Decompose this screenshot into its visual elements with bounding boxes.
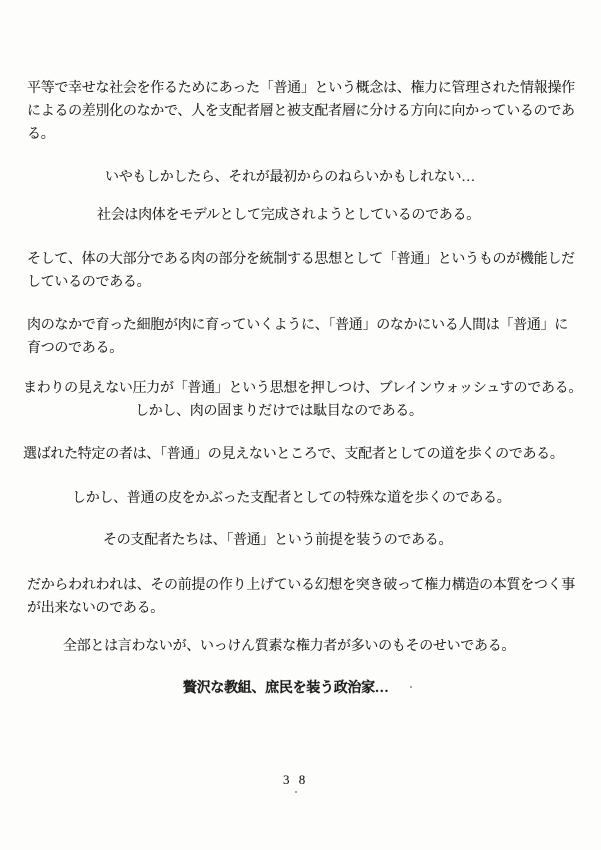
text-line: そして、体の大部分である肉の部分を統制する思想として「普通」というものが機能しだ bbox=[27, 252, 575, 267]
closing-line: 贅沢な教組、庶民を装う政治家… bbox=[183, 681, 389, 696]
text-line: しかし、肉の固まりだけでは駄目なのである。 bbox=[135, 404, 423, 419]
text-line: 肉のなかで育った細胞が肉に育っていくように、「普通」のなかにいる人間は「普通」に bbox=[27, 318, 568, 333]
text-line: その支配者たちは、「普通」という前提を装うのである。 bbox=[103, 533, 453, 548]
page-number: 3 8 bbox=[283, 772, 309, 787]
text-line: しているのである。 bbox=[27, 275, 151, 290]
text-line: 育つのである。 bbox=[27, 341, 123, 356]
scan-speck bbox=[410, 686, 412, 688]
text-line: まわりの見えない圧力が「普通」という思想を押しつけ、ブレインウォッシュすのである。 bbox=[23, 381, 583, 396]
text-line: しかし、普通の皮をかぶった支配者としての特殊な道を歩くのである。 bbox=[72, 491, 511, 506]
text-line: る。 bbox=[27, 127, 55, 142]
text-line: いやもしかしたら、それが最初からのねらいかもしれない… bbox=[105, 170, 475, 185]
text-line: によるの差別化のなかで、人を支配者層と被支配者層に分ける方向に向かっているのであ bbox=[27, 104, 575, 119]
text-line: 選ばれた特定の者は、「普通」の見えないところで、支配者としての道を歩くのである。 bbox=[23, 447, 564, 462]
text-line: 平等で幸せな社会を作るためにあった「普通」という概念は、権力に管理された情報操作 bbox=[27, 81, 575, 96]
text-line: だからわれわれは、その前提の作り上げている幻想を突き破って権力構造の本質をつく事 bbox=[27, 578, 575, 593]
text-line: 社会は肉体をモデルとして完成されようとしているのである。 bbox=[97, 208, 480, 223]
text-line: が出来ないのである。 bbox=[27, 601, 164, 616]
text-line: 全部とは言わないが、いっけん質素な権力者が多いのもそのせいである。 bbox=[63, 639, 516, 654]
scan-speck bbox=[295, 791, 297, 793]
